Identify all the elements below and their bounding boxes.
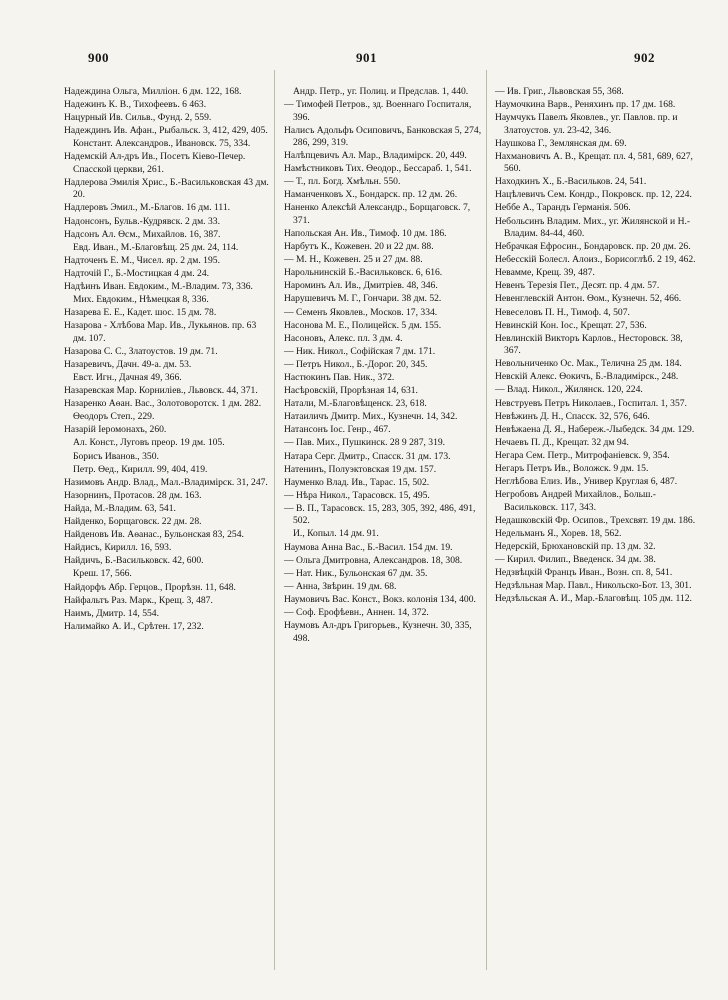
directory-entry: Найдисъ, Кирилл. 16, 593. — [64, 542, 172, 554]
directory-entry: Найденко, Борщаговск. 22 дм. 28. — [64, 516, 202, 528]
directory-entry: — В. П., Тарасовск. 15, 283, 305, 392, 486, 491, 502. — [284, 502, 476, 527]
directory-entry: Неббе А., Тарандъ Германiя. 506. — [495, 202, 631, 214]
directory-entry: Невеселовъ П. Н., Тимоф. 4, 507. — [495, 306, 630, 318]
directory-entry: Натали, М.-Благовѣщенск. 23, 618. — [284, 398, 427, 410]
column-divider — [486, 70, 487, 970]
directory-entry: Креш. 17, 566. — [73, 568, 132, 580]
directory-entry: Назаренко Аѳан. Вас., Золотоворотск. 1 дм. 282. — [64, 398, 262, 410]
directory-entry: — Соф. Ерофѣевн., Аннен. 14, 372. — [284, 607, 429, 618]
directory-entry: Нацѣлевичъ Сем. Кондр., Покровск. пр. 12, 224. — [495, 189, 692, 201]
directory-entry: Недзвѣцкiй Францъ Иван., Возн. сп. 8, 541. — [495, 567, 673, 579]
directory-entry: — Ник. Никол., Софiйская 7 дм. 171. — [284, 345, 436, 357]
directory-entry: Назарова - Хлѣбова Мар. Ив., Лукьянов. пр. 63 дм. 107. — [64, 320, 257, 344]
directory-column-right — [495, 86, 701, 606]
directory-entry: Назарiй Iеромонахъ, 260. — [64, 424, 167, 436]
directory-entry: Найдичъ, Б.-Васильковск. 42, 600. — [64, 555, 204, 567]
directory-entry: Налисъ Адольфъ Осиповичъ, Банковская 5, 274, 286, 299, 319. — [284, 124, 482, 148]
directory-entry: Надлеровъ Эмил., М.-Благов. 16 дм. 111. — [64, 202, 231, 214]
directory-entry: Наумовъ Ал-дръ Григорьев., Кузнечн. 30, 335, 498. — [284, 620, 472, 644]
directory-entry: Назаревичъ, Дачн. 49-а. дм. 53. — [64, 358, 192, 370]
directory-entry: — Ив. Григ., Львовская 55, 368. — [495, 86, 624, 97]
directory-entry: Надежинъ К. В., Тихофеевъ. 6 463. — [64, 99, 207, 111]
directory-entry: Наумочкина Варв., Реняхинъ пр. 17 дм. 168. — [495, 99, 676, 111]
directory-entry: Неглѣбова Елиз. Ив., Универ Круглая 6, 487. — [495, 476, 678, 488]
directory-entry: Невольниченко Ос. Мак., Телична 25 дм. 184. — [495, 358, 682, 370]
directory-entry: Назорнинъ, Протасов. 28 дм. 163. — [64, 489, 202, 501]
directory-entry: Налимайко А. И., Срѣтен. 17, 232. — [64, 620, 204, 632]
directory-entry: Натара Серг. Дмитр., Спасск. 31 дм. 173. — [284, 450, 451, 462]
column-divider — [274, 70, 275, 970]
directory-entry: Назимовъ Андр. Влад., Мал.-Владимiрск. 31, 247. — [64, 476, 268, 488]
directory-entry: Невѣжинъ Д. Н., Спасск. 32, 576, 646. — [495, 410, 650, 422]
page-number-right: 902 — [634, 50, 655, 65]
directory-entry: — Петръ Никол., Б.-Дорог. 20, 345. — [284, 358, 428, 370]
directory-entry: Недерскiй, Брюхановскiй пр. 13 дм. 32. — [495, 540, 656, 552]
directory-entry: Мих. Евдоким., Нѣмецкая 8, 336. — [73, 294, 209, 306]
directory-entry: Борисъ Иванов., 350. — [73, 450, 159, 462]
directory-entry: Натансонъ Iос. Генр., 467. — [284, 424, 391, 436]
directory-entry: Надточiй Г., Б.-Мостицкая 4 дм. 24. — [64, 267, 210, 279]
directory-entry: Натенинъ, Полуэктовская 19 дм. 157. — [284, 463, 437, 475]
directory-entry: — Анна, Звѣрин. 19 дм. 68. — [284, 580, 397, 592]
directory-entry: Назаревская Мар. Корнилiев., Львовск. 44, 371. — [64, 385, 258, 397]
directory-entry: Наненко Алексѣй Александр., Борщаговск. 7, 371. — [284, 202, 471, 226]
directory-entry: Невамме, Крещ. 39, 487. — [495, 267, 595, 279]
page-number-center: 901 — [356, 50, 377, 65]
directory-entry: Натаиличъ Дмитр. Мих., Кузнечн. 14, 342. — [284, 411, 458, 423]
directory-entry: Невскiй Алекс. Ѳокичъ, Б.-Владимiрск., 248. — [495, 371, 679, 383]
directory-entry: Негара Сем. Петр., Митрофанiевск. 9, 354. — [495, 449, 670, 461]
directory-entry: Намѣстниковъ Тих. Ѳеодор., Бессараб. 1, 541. — [284, 163, 472, 175]
directory-entry: Невструевъ Петръ Николаев., Госпитал. 1, 357. — [495, 397, 687, 409]
directory-entry: Наушкова Г., Землянская дм. 69. — [495, 137, 627, 149]
directory-entry: — Тимофей Петров., зд. Военнаго Госпиталя, 396. — [284, 99, 472, 123]
directory-entry: Невенъ Терезiя Пет., Десят. пр. 4 дм. 57. — [495, 280, 660, 292]
directory-entry: Недельманъ Я., Хорев. 18, 562. — [495, 527, 622, 539]
directory-entry: Надемскiй Ал-дръ Ив., Посетъ Кiево-Печер. Спасской церкви, 261. — [64, 151, 246, 175]
directory-entry: Ѳеодоръ Степ., 229. — [73, 411, 155, 423]
directory-entry: Невѣжаена Д. Я., Набереж.-Лыбедск. 34 дм. 129. — [495, 423, 695, 435]
directory-entry: Нарбутъ К., Кожевен. 20 и 22 дм. 88. — [284, 241, 434, 253]
directory-entry: Евд. Иван., М.-Благовѣщ. 25 дм. 24, 114. — [73, 241, 239, 253]
directory-entry: Наумчукъ Павелъ Яковлев., уг. Павлов. пр. и Златоустов. ул. 23-42, 346. — [495, 112, 678, 136]
directory-entry: Надточенъ Е. М., Чисел. яр. 2 дм. 195. — [64, 254, 220, 266]
directory-entry: — Кирил. Филип., Введенск. 34 дм. 38. — [495, 553, 656, 565]
page-number-left: 900 — [88, 50, 109, 65]
directory-entry: Нацурный Ив. Сильв., Фунд. 2, 559. — [64, 112, 212, 124]
directory-entry: Надеждинъ Ив. Афан., Рыбальск. 3, 412, 429, 405. — [64, 125, 268, 137]
directory-entry: Насонова М. Е., Полицейск. 5 дм. 155. — [284, 319, 442, 331]
directory-entry: — Влад. Никол., Жилянск. 120, 224. — [495, 384, 643, 396]
directory-entry: Евст. Игн., Дачная 49, 366. — [73, 372, 182, 383]
directory-column-center — [284, 86, 482, 646]
directory-column-left — [64, 86, 270, 634]
directory-entry: Нарольнинскiй Б.-Васильковск. 6, 616. — [284, 267, 443, 279]
directory-entry: Невенглевскiй Антон. Ѳом., Кузнечн. 52, 466. — [495, 293, 682, 305]
directory-entry: Негаръ Петръ Ив., Воложск. 9 дм. 15. — [495, 462, 649, 474]
directory-entry: Наимъ, Дмитр. 14, 554. — [64, 607, 159, 619]
directory-entry: Недзѣльская А. И., Мар.-Благовѣщ. 105 дм. 112. — [495, 593, 692, 605]
directory-entry: Науменко Влад. Ив., Тарас. 15, 502. — [284, 476, 430, 488]
directory-entry: Найденовъ Ив. Аѳанас., Бульонская 83, 254. — [64, 529, 244, 541]
directory-entry: — Пав. Мих., Пушкинск. 28 9 287, 319. — [284, 437, 446, 449]
directory-entry: Недашковскiй Фр. Осипов., Трехсвят. 19 дм. 186. — [495, 514, 696, 526]
directory-entry: Насоновъ, Алекс. пл. 3 дм. 4. — [284, 332, 403, 344]
directory-entry: Констант. Александров., Ивановск. 75, 334. — [73, 138, 251, 150]
directory-entry: Находкинъ Х., Б.-Васильков. 24, 541. — [495, 176, 647, 188]
directory-entry: Ал. Конст., Луговъ преор. 19 дм. 105. — [73, 437, 225, 449]
directory-entry: Надеждина Ольга, Миллiон. 6 дм. 122, 168. — [64, 86, 242, 97]
directory-entry: Недзѣльная Мар. Павл., Никольско-Бот. 13, 301. — [495, 580, 692, 592]
directory-entry: Наумовичъ Вас. Конст., Вокз. колонiя 134, 400. — [284, 593, 476, 605]
directory-entry: Надлерова Эмилiя Хрис., Б.-Васильковская 43 дм. 20. — [64, 176, 269, 201]
directory-entry: Наумова Анна Вас., Б.-Васил. 154 дм. 19. — [284, 541, 453, 553]
directory-entry: Невинскiй Кон. Iос., Крещат. 27, 536. — [495, 319, 647, 331]
directory-entry: Насѣровскiй, Прорѣзная 14, 631. — [284, 385, 418, 397]
directory-entry: Налѣпцевичъ Ал. Мар., Владимiрск. 20, 449. — [284, 150, 467, 162]
directory-entry: — М. Н., Кожевен. 25 и 27 дм. 88. — [284, 254, 423, 266]
directory-entry: Настюкинъ Пав. Ник., 372. — [284, 372, 395, 383]
directory-entry: Нарушевичъ М. Г., Гончари. 38 дм. 52. — [284, 293, 442, 305]
directory-entry: Напольская Ан. Ив., Тимоф. 10 дм. 186. — [284, 227, 447, 239]
directory-entry: Надсонъ Ал. Ѳсм., Михайлов. 16, 387. — [64, 228, 221, 240]
directory-entry: Петр. Ѳед., Кирилл. 99, 404, 419. — [73, 463, 208, 475]
directory-entry: Найдорфъ Абр. Герцов., Прорѣзн. 11, 648. — [64, 581, 236, 593]
directory-entry: Небрачкая Ефросин., Бондаровск. пр. 20 дм. 26. — [495, 241, 691, 253]
directory-entry: Нечаевъ П. Д., Крещат. 32 дм 94. — [495, 436, 629, 448]
directory-entry: Нахмановичъ А. В., Крещат. пл. 4, 581, 689, 627, 560. — [495, 150, 693, 175]
directory-entry: — Нѣра Никол., Тарасовск. 15, 495. — [284, 489, 430, 501]
directory-entry: Нароминъ Ал. Ив., Дмитрiев. 48, 346. — [284, 280, 438, 292]
directory-entry: — Ольга Дмитровна, Александров. 18, 308. — [284, 554, 463, 566]
directory-entry: Невлинскiй Викторъ Карлов., Несторовск. 38, 367. — [495, 332, 683, 357]
directory-entry: Надонсонъ, Бульв.-Кудрявск. 2 дм. 33. — [64, 215, 220, 227]
directory-entry: Андр. Петр., уг. Полиц. и Предслав. 1, 440. — [293, 86, 469, 97]
directory-entry: — Т., пл. Богд. Хмѣльн. 550. — [284, 176, 401, 188]
directory-entry: Назарева Е. Е., Кадет. шос. 15 дм. 78. — [64, 307, 217, 319]
directory-entry: Небесскiй Болесл. Алоиз., Борисоглѣб. 2 19, 462. — [495, 254, 696, 266]
directory-entry: Наманченковъ Х., Бондарск. пр. 12 дм. 26. — [284, 189, 458, 201]
directory-entry: — Нат. Ник., Бульонская 67 дм. 35. — [284, 567, 428, 579]
directory-entry: Назарова С. С., Златоустов. 19 дм. 71. — [64, 345, 218, 357]
directory-entry: Негробовъ Андрей Михайлов., Больш.-Васильковск. 117, 343. — [495, 489, 656, 513]
directory-entry: И., Копыл. 14 дм. 91. — [293, 528, 379, 540]
directory-entry: Небольсинъ Владим. Мих., уг. Жилянской и Н.-Владим. 84-44, 460. — [495, 215, 691, 239]
directory-entry: Найда, М.-Владим. 63, 541. — [64, 502, 176, 514]
directory-entry: Найфальтъ Раз. Марк., Крещ. 3, 487. — [64, 594, 213, 606]
directory-entry: Надѣинъ Иван. Евдоким., М.-Владим. 73, 336. — [64, 281, 253, 293]
directory-entry: — Семенъ Яковлев., Москов. 17, 334. — [284, 306, 438, 318]
